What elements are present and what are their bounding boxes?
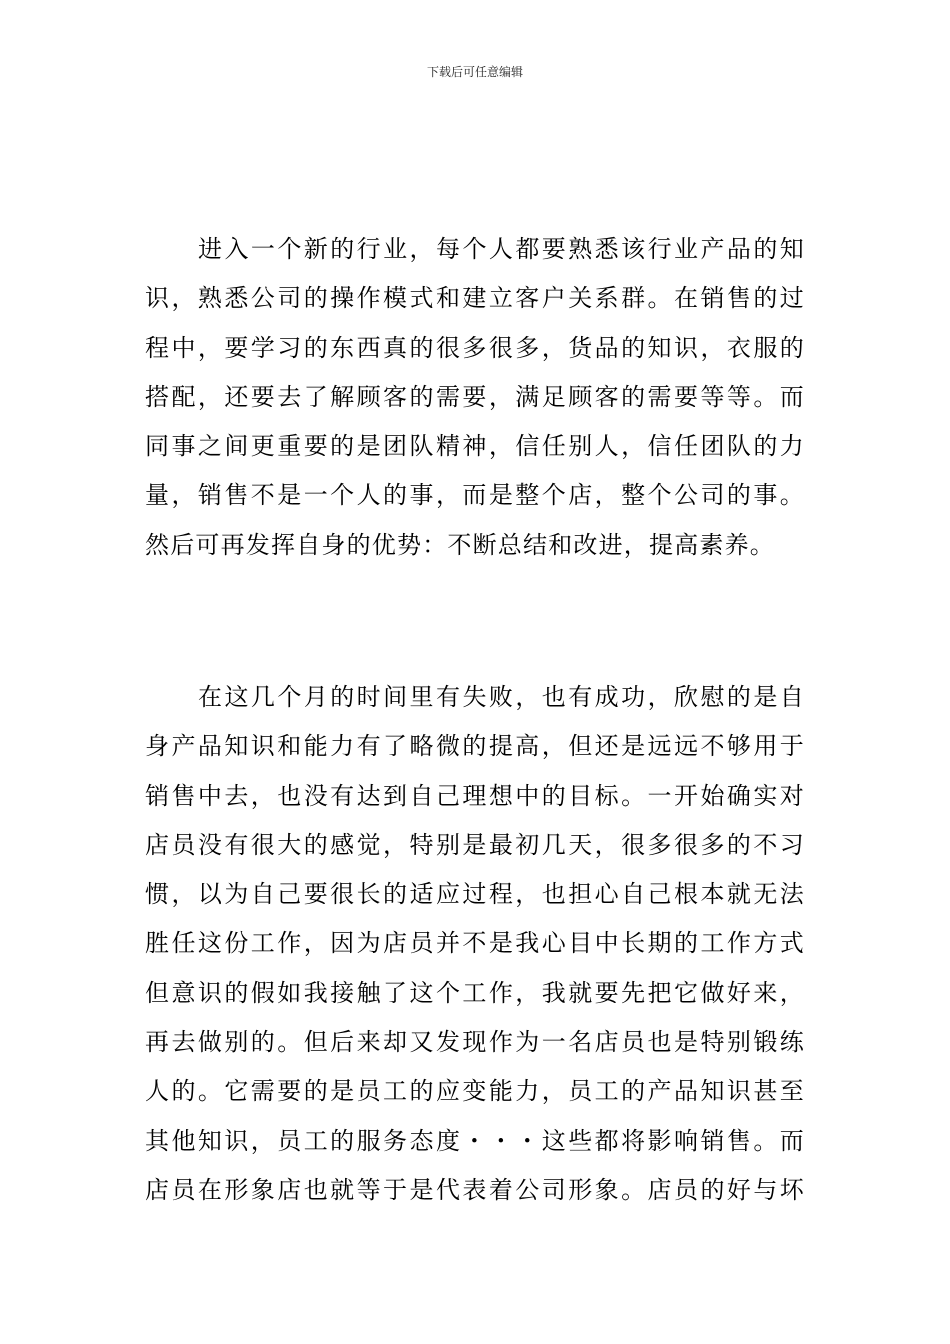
paragraph-line: 店员在形象店也就等于是代表着公司形象。店员的好与坏 <box>145 1175 805 1204</box>
paragraph-line: 身产品知识和能力有了略微的提高，但还是远远不够用于 <box>145 732 805 761</box>
paragraph-line: 量，销售不是一个人的事，而是整个店，整个公司的事。 <box>145 481 805 510</box>
paragraph-line: 进入一个新的行业，每个人都要熟悉该行业产品的知 <box>198 235 805 263</box>
paragraph-line: 再去做别的。但后来却又发现作为一名店员也是特别锻练 <box>145 1028 805 1057</box>
paragraph-line: 然后可再发挥自身的优势：不断总结和改进，提高素养。 <box>145 530 775 559</box>
paragraph-line: 程中，要学习的东西真的很多很多，货品的知识，衣服的 <box>145 333 805 362</box>
paragraph-line: 但意识的假如我接触了这个工作，我就要先把它做好来， <box>145 978 805 1007</box>
paragraph-1 <box>145 225 805 570</box>
paragraph-line: 惯，以为自己要很长的适应过程，也担心自己根本就无法 <box>145 880 805 909</box>
paragraph-line: 识，熟悉公司的操作模式和建立客户关系群。在销售的过 <box>145 284 805 313</box>
paragraph-line: 人的。它需要的是员工的应变能力，员工的产品知识甚至 <box>145 1077 805 1106</box>
paragraph-line: 销售中去，也没有达到自己理想中的目标。一开始确实对 <box>145 781 805 810</box>
paragraph-line: 同事之间更重要的是团队精神，信任别人，信任团队的力 <box>145 432 805 461</box>
paragraph-line: 搭配，还要去了解顾客的需要，满足顾客的需要等等。而 <box>145 382 805 411</box>
paragraph-line: 在这几个月的时间里有失败，也有成功，欣慰的是自 <box>198 683 805 711</box>
paragraph-2 <box>145 673 805 1215</box>
paragraph-line: 胜任这份工作，因为店员并不是我心目中长期的工作方式 <box>145 929 805 958</box>
paragraph-line: 店员没有很大的感觉，特别是最初几天，很多很多的不习 <box>145 830 805 859</box>
paragraph-line: 其他知识，员工的服务态度・・・这些都将影响销售。而 <box>145 1126 805 1155</box>
header-note: 下载后可任意编辑 <box>426 65 523 79</box>
